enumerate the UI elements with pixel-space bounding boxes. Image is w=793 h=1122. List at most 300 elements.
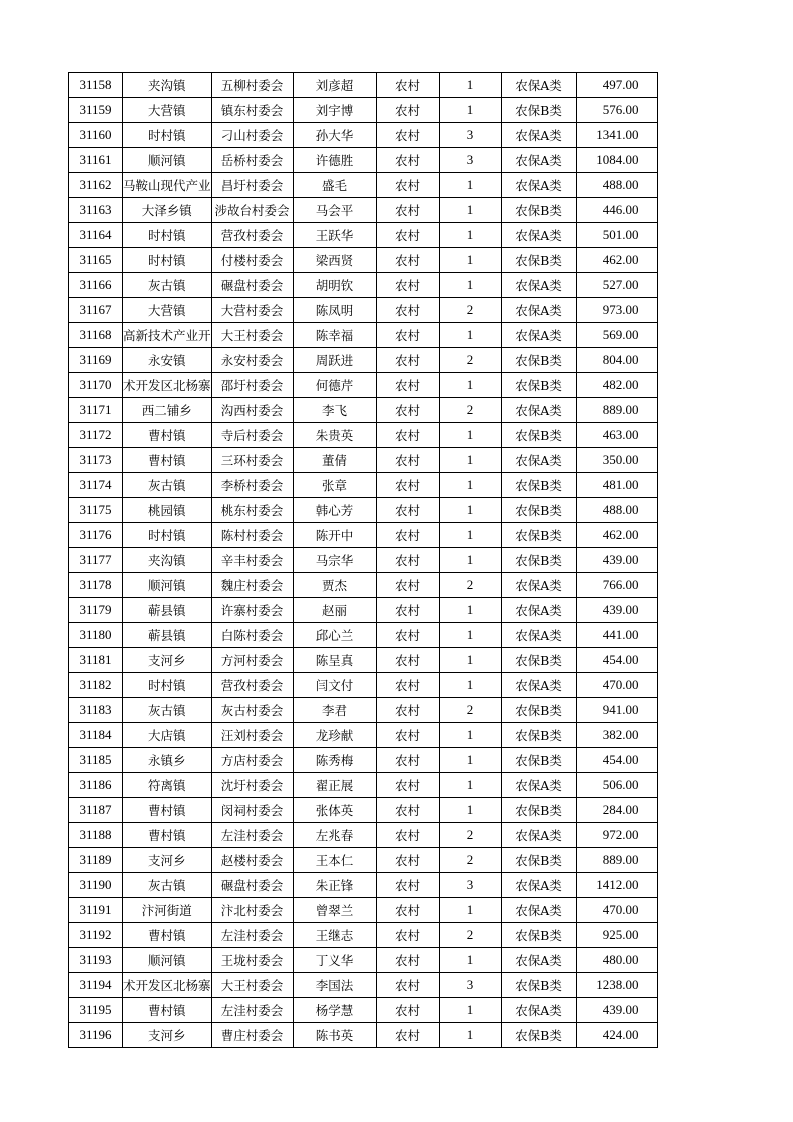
count-cell bbox=[439, 973, 501, 998]
amount-cell bbox=[576, 823, 657, 848]
village-cell bbox=[211, 673, 293, 698]
id-cell bbox=[69, 348, 123, 373]
type-text: 农村 bbox=[395, 678, 421, 693]
amount-text: 382.00 bbox=[602, 727, 639, 742]
category-cell bbox=[501, 748, 576, 773]
township-text: 顺河镇 bbox=[148, 953, 186, 968]
table-row bbox=[69, 148, 658, 173]
category-text: 农保B类 bbox=[515, 428, 562, 443]
id-text: 31195 bbox=[79, 1002, 112, 1017]
township-text: 蕲县镇 bbox=[148, 603, 186, 618]
type-cell bbox=[376, 298, 439, 323]
table-row bbox=[69, 998, 658, 1023]
count-cell bbox=[439, 648, 501, 673]
township-cell bbox=[123, 173, 212, 198]
id-text: 31173 bbox=[79, 452, 112, 467]
table-row bbox=[69, 1023, 658, 1048]
category-text: 农保A类 bbox=[515, 603, 562, 618]
type-text: 农村 bbox=[395, 528, 421, 543]
id-cell bbox=[69, 798, 123, 823]
id-text: 31191 bbox=[79, 902, 112, 917]
village-text: 营孜村委会 bbox=[220, 678, 284, 693]
data-table bbox=[68, 72, 658, 1048]
township-text: 曹村镇 bbox=[148, 453, 186, 468]
type-text: 农村 bbox=[395, 478, 421, 493]
id-cell bbox=[69, 948, 123, 973]
name-text: 周跃进 bbox=[315, 353, 354, 368]
township-cell bbox=[123, 923, 212, 948]
table-row bbox=[69, 648, 658, 673]
type-cell bbox=[376, 123, 439, 148]
type-cell bbox=[376, 498, 439, 523]
table-row bbox=[69, 573, 658, 598]
type-cell bbox=[376, 73, 439, 98]
township-cell bbox=[123, 798, 212, 823]
name-text: 曾翠兰 bbox=[315, 903, 354, 918]
village-text: 王垅村委会 bbox=[220, 953, 284, 968]
village-cell bbox=[211, 448, 293, 473]
id-text: 31165 bbox=[79, 252, 112, 267]
type-cell bbox=[376, 348, 439, 373]
table-row bbox=[69, 873, 658, 898]
village-cell bbox=[211, 98, 293, 123]
name-cell bbox=[293, 348, 376, 373]
id-cell bbox=[69, 623, 123, 648]
name-cell bbox=[293, 698, 376, 723]
name-cell bbox=[293, 998, 376, 1023]
village-cell bbox=[211, 848, 293, 873]
village-cell bbox=[211, 423, 293, 448]
category-text: 农保B类 bbox=[515, 703, 562, 718]
amount-cell bbox=[576, 998, 657, 1023]
count-cell bbox=[439, 73, 501, 98]
count-text: 1 bbox=[466, 802, 474, 817]
category-cell bbox=[501, 848, 576, 873]
count-text: 2 bbox=[466, 702, 474, 717]
table-row bbox=[69, 623, 658, 648]
township-cell bbox=[123, 848, 212, 873]
category-cell bbox=[501, 598, 576, 623]
village-cell bbox=[211, 73, 293, 98]
township-text: 曹村镇 bbox=[148, 428, 186, 443]
name-cell bbox=[293, 923, 376, 948]
name-text: 马宗华 bbox=[315, 553, 354, 568]
village-text: 方店村委会 bbox=[220, 753, 284, 768]
count-cell bbox=[439, 623, 501, 648]
count-cell bbox=[439, 598, 501, 623]
amount-text: 576.00 bbox=[602, 102, 639, 117]
id-cell bbox=[69, 398, 123, 423]
village-cell bbox=[211, 298, 293, 323]
name-text: 王跃华 bbox=[315, 228, 354, 243]
township-cell bbox=[123, 298, 212, 323]
name-text: 董倩 bbox=[322, 453, 348, 468]
category-text: 农保B类 bbox=[515, 728, 562, 743]
id-cell bbox=[69, 923, 123, 948]
category-text: 农保A类 bbox=[515, 828, 562, 843]
type-cell bbox=[376, 548, 439, 573]
name-text: 许德胜 bbox=[315, 153, 354, 168]
category-cell bbox=[501, 223, 576, 248]
name-text: 陈凤明 bbox=[315, 303, 354, 318]
id-text: 31193 bbox=[79, 952, 112, 967]
type-text: 农村 bbox=[395, 78, 421, 93]
type-cell bbox=[376, 898, 439, 923]
village-text: 永安村委会 bbox=[220, 353, 284, 368]
id-text: 31164 bbox=[79, 227, 112, 242]
township-text: 顺河镇 bbox=[148, 578, 186, 593]
id-cell bbox=[69, 123, 123, 148]
name-cell bbox=[293, 1023, 376, 1048]
township-text: 时村镇 bbox=[148, 253, 186, 268]
type-text: 农村 bbox=[395, 103, 421, 118]
amount-text: 941.00 bbox=[602, 702, 639, 717]
village-text: 镇东村委会 bbox=[220, 103, 284, 118]
table-row bbox=[69, 173, 658, 198]
type-text: 农村 bbox=[395, 653, 421, 668]
category-text: 农保B类 bbox=[515, 803, 562, 818]
category-text: 农保B类 bbox=[515, 103, 562, 118]
table-row bbox=[69, 398, 658, 423]
village-cell bbox=[211, 198, 293, 223]
category-text: 农保B类 bbox=[515, 978, 562, 993]
table-body bbox=[69, 73, 658, 1048]
type-text: 农村 bbox=[395, 228, 421, 243]
id-text: 31175 bbox=[79, 502, 112, 517]
id-cell bbox=[69, 848, 123, 873]
township-text: 术开发区北杨寨 bbox=[123, 378, 211, 393]
amount-text: 804.00 bbox=[602, 352, 639, 367]
amount-text: 1341.00 bbox=[596, 127, 639, 142]
type-text: 农村 bbox=[395, 128, 421, 143]
count-text: 3 bbox=[466, 877, 474, 892]
id-text: 31182 bbox=[79, 677, 112, 692]
id-text: 31168 bbox=[79, 327, 112, 342]
amount-cell bbox=[576, 73, 657, 98]
village-text: 碾盘村委会 bbox=[220, 878, 284, 893]
id-cell bbox=[69, 723, 123, 748]
category-text: 农保A类 bbox=[515, 303, 562, 318]
type-cell bbox=[376, 523, 439, 548]
count-cell bbox=[439, 673, 501, 698]
id-text: 31187 bbox=[79, 802, 112, 817]
category-text: 农保A类 bbox=[515, 278, 562, 293]
name-text: 陈幸福 bbox=[315, 328, 354, 343]
count-text: 3 bbox=[466, 127, 474, 142]
name-text: 左兆春 bbox=[315, 828, 354, 843]
township-text: 术开发区北杨寨 bbox=[123, 978, 211, 993]
table-row bbox=[69, 848, 658, 873]
township-text: 支河乡 bbox=[148, 1028, 186, 1043]
category-cell bbox=[501, 148, 576, 173]
village-text: 大王村委会 bbox=[220, 328, 284, 343]
township-cell bbox=[123, 73, 212, 98]
category-cell bbox=[501, 873, 576, 898]
category-text: 农保A类 bbox=[515, 878, 562, 893]
category-cell bbox=[501, 373, 576, 398]
amount-text: 973.00 bbox=[602, 302, 639, 317]
township-cell bbox=[123, 473, 212, 498]
category-cell bbox=[501, 323, 576, 348]
name-cell bbox=[293, 898, 376, 923]
id-cell bbox=[69, 248, 123, 273]
amount-text: 480.00 bbox=[602, 952, 639, 967]
category-text: 农保B类 bbox=[515, 378, 562, 393]
village-text: 陈村村委会 bbox=[220, 528, 284, 543]
amount-cell bbox=[576, 423, 657, 448]
count-text: 3 bbox=[466, 152, 474, 167]
township-text: 大泽乡镇 bbox=[141, 203, 192, 218]
category-cell bbox=[501, 548, 576, 573]
type-cell bbox=[376, 748, 439, 773]
amount-cell bbox=[576, 623, 657, 648]
id-text: 31179 bbox=[79, 602, 112, 617]
amount-cell bbox=[576, 748, 657, 773]
type-cell bbox=[376, 448, 439, 473]
type-text: 农村 bbox=[395, 1003, 421, 1018]
count-cell bbox=[439, 573, 501, 598]
village-cell bbox=[211, 148, 293, 173]
amount-cell bbox=[576, 348, 657, 373]
id-cell bbox=[69, 1023, 123, 1048]
township-text: 曹村镇 bbox=[148, 1003, 186, 1018]
name-text: 闫文付 bbox=[315, 678, 354, 693]
count-text: 2 bbox=[466, 352, 474, 367]
village-cell bbox=[211, 223, 293, 248]
id-text: 31189 bbox=[79, 852, 112, 867]
amount-cell bbox=[576, 873, 657, 898]
id-text: 31163 bbox=[79, 202, 112, 217]
category-cell bbox=[501, 448, 576, 473]
id-text: 31172 bbox=[79, 427, 112, 442]
type-text: 农村 bbox=[395, 353, 421, 368]
type-text: 农村 bbox=[395, 753, 421, 768]
id-text: 31194 bbox=[79, 977, 112, 992]
township-text: 永安镇 bbox=[148, 353, 186, 368]
count-cell bbox=[439, 248, 501, 273]
id-text: 31186 bbox=[79, 777, 112, 792]
name-cell bbox=[293, 798, 376, 823]
count-text: 1 bbox=[466, 727, 474, 742]
type-text: 农村 bbox=[395, 553, 421, 568]
count-text: 2 bbox=[466, 927, 474, 942]
name-text: 陈呈真 bbox=[315, 653, 354, 668]
count-text: 2 bbox=[466, 302, 474, 317]
amount-cell bbox=[576, 773, 657, 798]
amount-cell bbox=[576, 123, 657, 148]
id-cell bbox=[69, 898, 123, 923]
count-text: 1 bbox=[466, 452, 474, 467]
township-cell bbox=[123, 873, 212, 898]
table-row bbox=[69, 348, 658, 373]
id-text: 31166 bbox=[79, 277, 112, 292]
category-cell bbox=[501, 648, 576, 673]
count-text: 1 bbox=[466, 77, 474, 92]
village-text: 五柳村委会 bbox=[220, 78, 284, 93]
village-cell bbox=[211, 773, 293, 798]
table-row bbox=[69, 373, 658, 398]
township-cell bbox=[123, 898, 212, 923]
name-cell bbox=[293, 848, 376, 873]
amount-text: 441.00 bbox=[602, 627, 639, 642]
id-cell bbox=[69, 973, 123, 998]
township-text: 西二铺乡 bbox=[141, 403, 192, 418]
count-cell bbox=[439, 1023, 501, 1048]
count-text: 2 bbox=[466, 827, 474, 842]
id-text: 31167 bbox=[79, 302, 112, 317]
amount-cell bbox=[576, 273, 657, 298]
type-text: 农村 bbox=[395, 453, 421, 468]
category-text: 农保B类 bbox=[515, 928, 562, 943]
village-cell bbox=[211, 898, 293, 923]
id-cell bbox=[69, 648, 123, 673]
category-cell bbox=[501, 73, 576, 98]
name-text: 翟正展 bbox=[315, 778, 354, 793]
amount-cell bbox=[576, 323, 657, 348]
table-row bbox=[69, 598, 658, 623]
count-text: 1 bbox=[466, 752, 474, 767]
township-cell bbox=[123, 273, 212, 298]
name-text: 盛毛 bbox=[322, 178, 348, 193]
category-text: 农保A类 bbox=[515, 678, 562, 693]
name-text: 龙珍献 bbox=[315, 728, 354, 743]
name-cell bbox=[293, 248, 376, 273]
name-text: 孙大华 bbox=[315, 128, 354, 143]
category-text: 农保B类 bbox=[515, 1028, 562, 1043]
type-cell bbox=[376, 173, 439, 198]
id-cell bbox=[69, 373, 123, 398]
name-text: 马会平 bbox=[315, 203, 354, 218]
village-cell bbox=[211, 248, 293, 273]
amount-text: 470.00 bbox=[602, 902, 639, 917]
village-text: 沟西村委会 bbox=[220, 403, 284, 418]
category-text: 农保A类 bbox=[515, 403, 562, 418]
amount-cell bbox=[576, 98, 657, 123]
name-cell bbox=[293, 98, 376, 123]
village-text: 营孜村委会 bbox=[220, 228, 284, 243]
village-cell bbox=[211, 398, 293, 423]
village-cell bbox=[211, 323, 293, 348]
amount-cell bbox=[576, 298, 657, 323]
category-cell bbox=[501, 98, 576, 123]
category-text: 农保A类 bbox=[515, 578, 562, 593]
count-text: 1 bbox=[466, 252, 474, 267]
village-text: 大王村委会 bbox=[220, 978, 284, 993]
name-text: 朱贵英 bbox=[315, 428, 354, 443]
category-text: 农保B类 bbox=[515, 753, 562, 768]
amount-text: 497.00 bbox=[602, 77, 639, 92]
category-cell bbox=[501, 698, 576, 723]
name-cell bbox=[293, 773, 376, 798]
amount-text: 766.00 bbox=[602, 577, 639, 592]
amount-text: 488.00 bbox=[602, 502, 639, 517]
count-cell bbox=[439, 148, 501, 173]
table-row bbox=[69, 273, 658, 298]
amount-cell bbox=[576, 648, 657, 673]
category-text: 农保A类 bbox=[515, 453, 562, 468]
amount-cell bbox=[576, 198, 657, 223]
village-text: 昌圩村委会 bbox=[220, 178, 284, 193]
village-text: 寺后村委会 bbox=[220, 428, 284, 443]
village-cell bbox=[211, 873, 293, 898]
count-cell bbox=[439, 98, 501, 123]
category-text: 农保A类 bbox=[515, 128, 562, 143]
amount-text: 284.00 bbox=[602, 802, 639, 817]
amount-cell bbox=[576, 223, 657, 248]
type-text: 农村 bbox=[395, 728, 421, 743]
table-row bbox=[69, 548, 658, 573]
table-row bbox=[69, 123, 658, 148]
type-text: 农村 bbox=[395, 1028, 421, 1043]
table-row bbox=[69, 823, 658, 848]
village-text: 涉故台村委会 bbox=[214, 203, 290, 218]
village-text: 许寨村委会 bbox=[220, 603, 284, 618]
amount-text: 1084.00 bbox=[596, 152, 639, 167]
village-text: 方河村委会 bbox=[220, 653, 284, 668]
township-text: 时村镇 bbox=[148, 228, 186, 243]
name-text: 刘彦超 bbox=[315, 78, 354, 93]
name-cell bbox=[293, 398, 376, 423]
name-cell bbox=[293, 748, 376, 773]
type-text: 农村 bbox=[395, 978, 421, 993]
id-cell bbox=[69, 198, 123, 223]
amount-text: 446.00 bbox=[602, 202, 639, 217]
category-text: 农保B类 bbox=[515, 553, 562, 568]
township-cell bbox=[123, 148, 212, 173]
type-text: 农村 bbox=[395, 953, 421, 968]
amount-text: 527.00 bbox=[602, 277, 639, 292]
village-cell bbox=[211, 473, 293, 498]
amount-cell bbox=[576, 673, 657, 698]
township-text: 汴河街道 bbox=[141, 903, 192, 918]
village-text: 左洼村委会 bbox=[220, 1003, 284, 1018]
count-text: 1 bbox=[466, 177, 474, 192]
township-cell bbox=[123, 373, 212, 398]
name-cell bbox=[293, 548, 376, 573]
name-text: 丁义华 bbox=[315, 953, 354, 968]
name-cell bbox=[293, 473, 376, 498]
amount-cell bbox=[576, 848, 657, 873]
category-text: 农保A类 bbox=[515, 903, 562, 918]
township-cell bbox=[123, 623, 212, 648]
id-text: 31184 bbox=[79, 727, 112, 742]
table-row bbox=[69, 773, 658, 798]
table-row bbox=[69, 423, 658, 448]
name-text: 陈书英 bbox=[315, 1028, 354, 1043]
township-cell bbox=[123, 398, 212, 423]
village-text: 大营村委会 bbox=[220, 303, 284, 318]
village-text: 左洼村委会 bbox=[220, 928, 284, 943]
id-text: 31169 bbox=[79, 352, 112, 367]
count-text: 1 bbox=[466, 952, 474, 967]
category-cell bbox=[501, 123, 576, 148]
count-cell bbox=[439, 548, 501, 573]
township-text: 蕲县镇 bbox=[148, 628, 186, 643]
village-cell bbox=[211, 123, 293, 148]
township-cell bbox=[123, 348, 212, 373]
township-cell bbox=[123, 548, 212, 573]
count-cell bbox=[439, 473, 501, 498]
id-cell bbox=[69, 523, 123, 548]
amount-text: 488.00 bbox=[602, 177, 639, 192]
id-text: 31162 bbox=[79, 177, 112, 192]
township-text: 大营镇 bbox=[148, 303, 186, 318]
village-cell bbox=[211, 748, 293, 773]
type-cell bbox=[376, 823, 439, 848]
village-cell bbox=[211, 173, 293, 198]
id-cell bbox=[69, 673, 123, 698]
id-text: 31171 bbox=[79, 402, 112, 417]
